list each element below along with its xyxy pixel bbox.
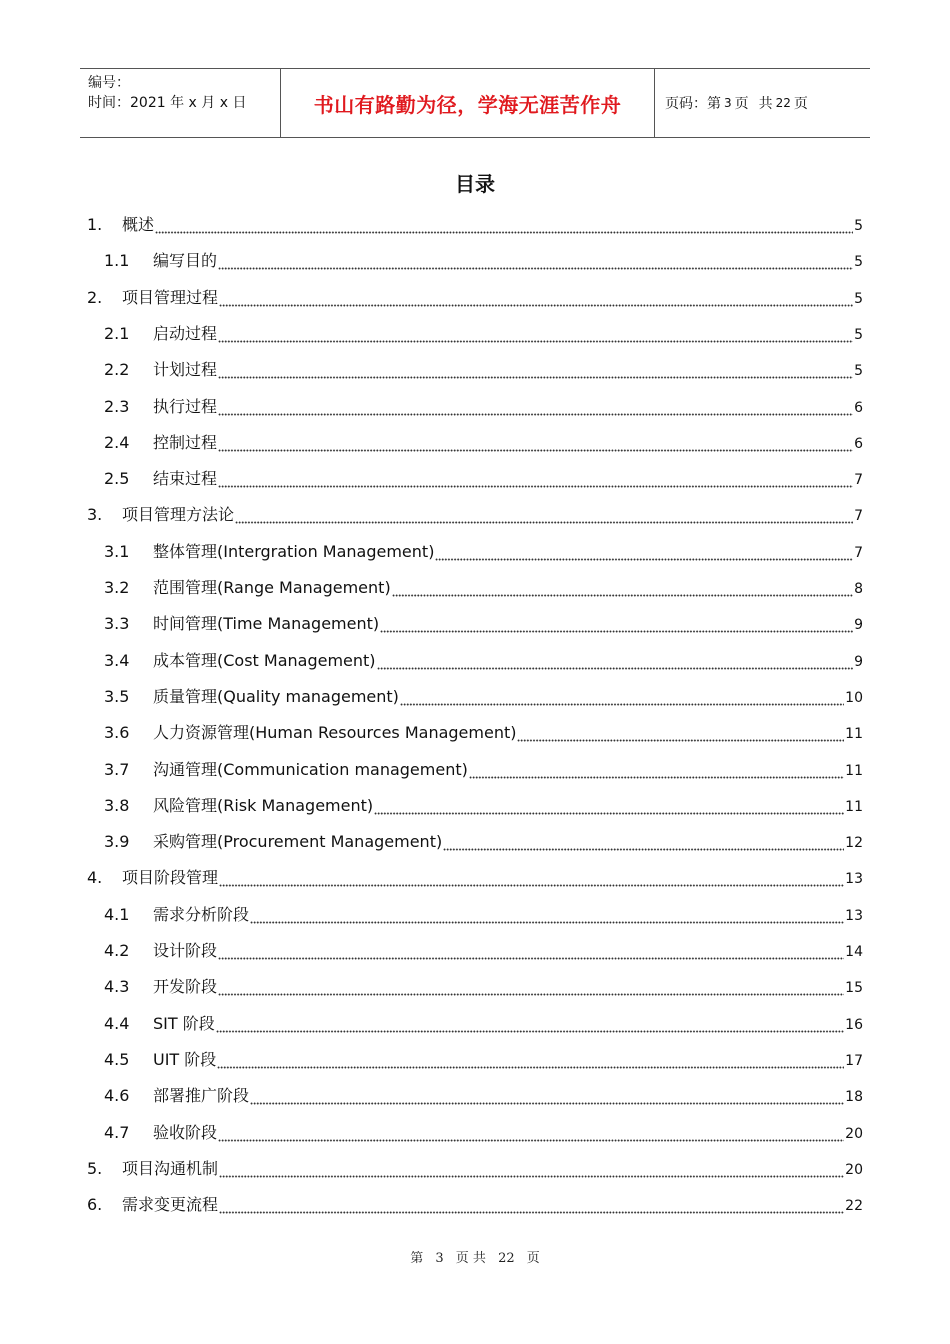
toc-entry-number: 3. xyxy=(87,505,103,525)
toc-entry[interactable] xyxy=(87,1187,863,1223)
toc-entry-page: 5 xyxy=(854,290,863,307)
toc-entry-title: 质量管理(Quality management) xyxy=(153,686,399,706)
toc-dot-leader xyxy=(219,1187,844,1223)
toc-entry-title: 时间管理(Time Management) xyxy=(153,614,380,634)
toc-entry-page: 13 xyxy=(845,871,863,888)
toc-entry-number: 4.7 xyxy=(104,1122,130,1142)
toc-entry-number: 4.6 xyxy=(104,1086,130,1106)
toc-entry-title: 执行过程 xyxy=(153,396,218,416)
toc-entry[interactable] xyxy=(104,534,863,570)
toc-dot-leader xyxy=(250,897,844,933)
toc-dot-leader xyxy=(218,461,853,497)
toc-entry-number: 3.7 xyxy=(104,759,130,779)
toc-entry[interactable] xyxy=(87,860,863,896)
toc-entry[interactable] xyxy=(104,788,863,824)
toc-entry-title: 概述 xyxy=(122,215,155,234)
toc-entry-number: 2.5 xyxy=(104,469,130,489)
toc-entry[interactable] xyxy=(104,643,863,679)
toc-entry[interactable] xyxy=(104,606,863,642)
toc-entry-number: 4.3 xyxy=(104,977,130,997)
toc-entry-page: 5 xyxy=(854,254,863,271)
toc-entry-title: 人力资源管理(Human Resources Management) xyxy=(153,723,517,743)
toc-dot-leader xyxy=(155,207,853,243)
toc-entry-page: 9 xyxy=(854,617,863,634)
toc-entry-title: SIT 阶段 xyxy=(153,1013,215,1033)
toc-entry-number: 2. xyxy=(87,287,103,307)
toc-entry[interactable] xyxy=(87,497,863,533)
toc-dot-leader xyxy=(219,280,853,316)
toc-entry-page: 11 xyxy=(845,762,863,779)
toc-entry[interactable] xyxy=(104,824,863,860)
toc-entry-title: 风险管理(Risk Management) xyxy=(153,795,374,815)
toc-entry-title: 验收阶段 xyxy=(153,1122,218,1142)
toc-entry-number: 1.1 xyxy=(104,251,130,271)
toc-entry-title: 范围管理(Range Management) xyxy=(153,578,391,597)
toc-dot-leader xyxy=(377,643,854,679)
toc-dot-leader xyxy=(517,715,844,751)
page-current: 3 xyxy=(724,96,732,110)
toc-entry-page: 5 xyxy=(854,363,863,380)
toc-entry-page: 20 xyxy=(845,1161,863,1178)
toc-entry-number: 4.2 xyxy=(104,941,130,960)
toc-entry[interactable] xyxy=(104,679,863,715)
toc-entry-page: 18 xyxy=(845,1089,863,1106)
toc-dot-leader xyxy=(219,1151,844,1187)
toc-entry-number: 3.1 xyxy=(104,541,130,561)
toc-entry[interactable] xyxy=(87,280,863,316)
page-suffix: 页 xyxy=(793,96,808,112)
toc-entry-title: 启动过程 xyxy=(153,323,218,343)
toc-entry-number: 4.1 xyxy=(104,904,130,924)
toc-dot-leader xyxy=(235,497,853,533)
toc-entry-title: 需求分析阶段 xyxy=(153,904,250,924)
toc-entry-title: 项目管理过程 xyxy=(122,287,219,307)
toc-entry-page: 7 xyxy=(854,508,863,525)
toc-entry-title: 结束过程 xyxy=(153,469,218,489)
toc-entry-title: 项目沟通机制 xyxy=(122,1158,219,1178)
toc-entry-page: 9 xyxy=(854,653,863,670)
toc-entry-page: 12 xyxy=(845,835,863,852)
toc-dot-leader xyxy=(392,570,853,606)
toc-entry[interactable] xyxy=(104,1042,863,1078)
toc-entry-page: 7 xyxy=(854,544,863,561)
toc-dot-leader xyxy=(443,824,844,860)
toc-entry[interactable] xyxy=(104,461,863,497)
toc-entry-number: 3.8 xyxy=(104,795,130,815)
toc-entry-title: 整体管理(Intergration Management) xyxy=(153,541,435,561)
toc-dot-leader xyxy=(218,969,844,1005)
toc-entry-page: 14 xyxy=(845,944,863,960)
toc-dot-leader xyxy=(218,352,853,388)
toc-entry[interactable] xyxy=(104,352,863,388)
toc-entry-title: 沟通管理(Communication management) xyxy=(153,759,468,779)
page-total: 22 xyxy=(775,96,791,110)
header-info-cell xyxy=(80,69,281,137)
toc-entry-page: 10 xyxy=(845,689,863,706)
toc-entry[interactable] xyxy=(104,933,863,969)
toc-entry-page: 11 xyxy=(845,798,863,815)
page-prefix: 页码：第 xyxy=(665,96,721,112)
toc-dot-leader xyxy=(400,679,844,715)
toc-dot-leader xyxy=(216,1006,844,1042)
toc-entry-page: 11 xyxy=(845,726,863,743)
toc-entry-page: 13 xyxy=(845,907,863,924)
toc-entry-number: 3.4 xyxy=(104,650,130,670)
toc-entry[interactable] xyxy=(87,207,863,243)
toc-entry-page: 22 xyxy=(845,1198,863,1215)
toc-entry-number: 3.3 xyxy=(104,614,130,634)
toc-entry-number: 3.9 xyxy=(104,832,130,852)
toc-dot-leader xyxy=(218,389,853,425)
header-motto-cell xyxy=(281,69,655,137)
toc-entry-number: 3.2 xyxy=(104,578,130,597)
toc-entry[interactable] xyxy=(104,969,863,1005)
toc-dot-leader xyxy=(218,243,853,279)
toc-entry[interactable] xyxy=(104,752,863,788)
toc-entry-title: 设计阶段 xyxy=(153,941,218,960)
toc-entry-page: 7 xyxy=(854,472,863,489)
toc-entry-title: 采购管理(Procurement Management) xyxy=(153,832,443,852)
toc-entry[interactable] xyxy=(104,1078,863,1114)
toc-dot-leader xyxy=(217,1042,844,1078)
toc-entry-title: 成本管理(Cost Management) xyxy=(153,650,376,670)
footer-prefix: 第 xyxy=(410,1251,424,1266)
toc-title: 目录 xyxy=(455,172,495,196)
toc-dot-leader xyxy=(469,752,844,788)
toc-dot-leader xyxy=(380,606,853,642)
footer-mid: 页 共 xyxy=(455,1251,486,1266)
toc-entry-title: 项目阶段管理 xyxy=(122,868,219,888)
toc-dot-leader xyxy=(374,788,844,824)
footer-current: 3 xyxy=(435,1251,444,1266)
header-page-indicator xyxy=(655,69,870,137)
document-date: 时间：2021 年 x 月 x 日 xyxy=(88,95,247,111)
toc-dot-leader xyxy=(435,534,853,570)
toc-entry-number: 1. xyxy=(87,215,103,234)
toc-entry-title: 编写目的 xyxy=(153,251,218,271)
toc-entry-number: 3.6 xyxy=(104,723,130,743)
toc-entry-page: 5 xyxy=(854,218,863,234)
toc-entry[interactable] xyxy=(104,1115,863,1151)
toc-entry-page: 6 xyxy=(854,399,863,416)
toc-entry-page: 17 xyxy=(845,1052,863,1069)
header-motto: 书山有路勤为径，学海无涯苦作舟 xyxy=(313,92,622,117)
toc-entry-title: 计划过程 xyxy=(153,360,218,380)
page-mid: 页 xyxy=(734,96,749,112)
toc-entry-number: 4.4 xyxy=(104,1013,130,1033)
toc-entry-number: 4. xyxy=(87,868,103,888)
footer-suffix: 页 xyxy=(526,1251,540,1266)
toc-entry-number: 2.3 xyxy=(104,396,130,416)
toc-entry-title: UIT 阶段 xyxy=(153,1049,217,1069)
toc-entry-title: 项目管理方法论 xyxy=(122,505,235,525)
toc-entry-title: 控制过程 xyxy=(153,432,218,452)
toc-entry-page: 6 xyxy=(854,435,863,452)
toc-entry[interactable] xyxy=(104,425,863,461)
footer-total: 22 xyxy=(498,1251,515,1266)
toc-entry[interactable] xyxy=(87,1151,863,1187)
toc-dot-leader xyxy=(218,933,844,969)
page-total-prefix: 共 xyxy=(758,96,773,112)
toc-dot-leader xyxy=(219,860,844,896)
toc-entry-number: 4.5 xyxy=(104,1049,130,1069)
toc-entry-page: 5 xyxy=(854,326,863,343)
toc-entry-number: 2.1 xyxy=(104,323,130,343)
toc-entry-number: 2.2 xyxy=(104,360,130,380)
document-number-label: 编号： xyxy=(88,75,130,91)
toc-dot-leader xyxy=(218,1115,844,1151)
toc-entry-number: 5. xyxy=(87,1158,103,1178)
toc-entry-page: 8 xyxy=(854,581,863,597)
page-footer xyxy=(0,1247,950,1266)
toc-entry-number: 2.4 xyxy=(104,432,130,452)
page-header xyxy=(80,68,870,138)
toc-entry-number: 6. xyxy=(87,1195,103,1215)
toc-entry[interactable] xyxy=(104,715,863,751)
toc-dot-leader xyxy=(218,316,853,352)
toc-entry[interactable] xyxy=(104,1006,863,1042)
toc-entry[interactable] xyxy=(104,570,863,606)
toc-entry-number: 3.5 xyxy=(104,686,130,706)
toc-entry[interactable] xyxy=(104,389,863,425)
toc-dot-leader xyxy=(250,1078,844,1114)
toc-dot-leader xyxy=(218,425,853,461)
toc-entry[interactable] xyxy=(104,243,863,279)
toc-entry[interactable] xyxy=(104,316,863,352)
toc-entry[interactable] xyxy=(104,897,863,933)
toc-entry-title: 开发阶段 xyxy=(153,977,218,997)
toc-entry-page: 15 xyxy=(845,980,863,997)
toc-entry-title: 需求变更流程 xyxy=(122,1195,219,1215)
toc-entry-title: 部署推广阶段 xyxy=(153,1086,250,1106)
toc-entry-page: 16 xyxy=(845,1016,863,1033)
toc-entry-page: 20 xyxy=(845,1125,863,1142)
